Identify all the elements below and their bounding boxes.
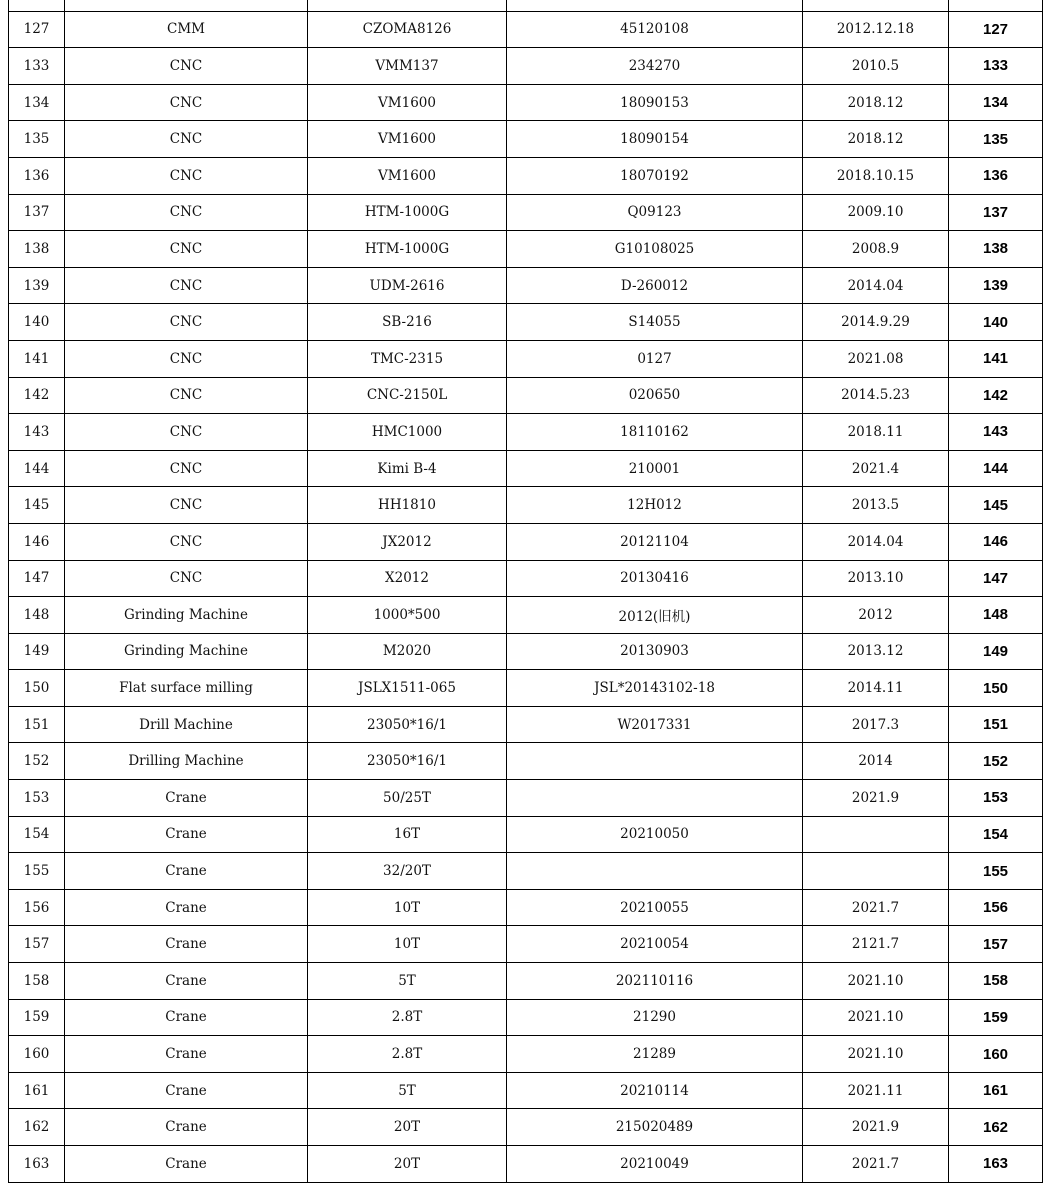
cell-model: 50/25T — [308, 780, 507, 817]
cell-number-bold: 158 — [949, 963, 1043, 1000]
cell-date: 2121.7 — [803, 926, 949, 963]
table-row — [9, 670, 1043, 707]
cell-number: 139 — [9, 267, 65, 304]
cell-date: 2021.11 — [803, 1072, 949, 1109]
equipment-sheet — [8, 0, 1042, 1183]
table-row — [9, 780, 1043, 817]
cell-serial-number — [507, 0, 803, 11]
table-row — [9, 267, 1043, 304]
cell-date: 2012 — [803, 597, 949, 634]
cell-number-bold: 150 — [949, 670, 1043, 707]
cell-date: 2017.3 — [803, 706, 949, 743]
table-row — [9, 853, 1043, 890]
cell-equipment-name: Drilling Machine — [65, 743, 308, 780]
cell-equipment-name: CNC — [65, 231, 308, 268]
cell-number: 149 — [9, 633, 65, 670]
cell-serial-number: W2017331 — [507, 706, 803, 743]
equipment-table — [8, 0, 1043, 1183]
cell-model: 20T — [308, 1109, 507, 1146]
cell-equipment-name: Crane — [65, 780, 308, 817]
cell-number-bold: 154 — [949, 816, 1043, 853]
cell-date — [803, 816, 949, 853]
cell-number: 150 — [9, 670, 65, 707]
cell-number: 146 — [9, 523, 65, 560]
cell-equipment-name: CNC — [65, 194, 308, 231]
cell-equipment-name: CNC — [65, 267, 308, 304]
cell-number: 163 — [9, 1146, 65, 1183]
table-row — [9, 121, 1043, 158]
cell-date — [803, 853, 949, 890]
cell-number: 142 — [9, 377, 65, 414]
cell-number: 144 — [9, 450, 65, 487]
cell-number-bold: 135 — [949, 121, 1043, 158]
cell-date: 2018.11 — [803, 414, 949, 451]
cell-date: 2018.12 — [803, 84, 949, 121]
cell-number: 159 — [9, 999, 65, 1036]
cell-serial-number: 18090153 — [507, 84, 803, 121]
cell-number-bold: 139 — [949, 267, 1043, 304]
cell-number-bold: 153 — [949, 780, 1043, 817]
cell-date: 2021.7 — [803, 1146, 949, 1183]
table-row — [9, 926, 1043, 963]
cell-equipment-name: Crane — [65, 816, 308, 853]
cell-equipment-name: CNC — [65, 48, 308, 85]
cell-number-bold: 157 — [949, 926, 1043, 963]
table-row — [9, 377, 1043, 414]
cell-model: Kimi B-4 — [308, 450, 507, 487]
cell-number: 157 — [9, 926, 65, 963]
cell-number: 145 — [9, 487, 65, 524]
cell-serial-number: 234270 — [507, 48, 803, 85]
cell-equipment-name: Crane — [65, 1109, 308, 1146]
table-row — [9, 597, 1043, 634]
cell-date: 2021.10 — [803, 1036, 949, 1073]
cell-number-bold: 142 — [949, 377, 1043, 414]
cell-model: VM1600 — [308, 121, 507, 158]
cell-number-bold: 138 — [949, 231, 1043, 268]
cell-model: JX2012 — [308, 523, 507, 560]
cell-date: 2013.5 — [803, 487, 949, 524]
cell-model: VM1600 — [308, 157, 507, 194]
cell-number: 151 — [9, 706, 65, 743]
cell-serial-number: Q09123 — [507, 194, 803, 231]
cell-serial-number: 20210054 — [507, 926, 803, 963]
cell-equipment-name: Flat surface milling — [65, 670, 308, 707]
cell-equipment-name: CNC — [65, 450, 308, 487]
cell-number-bold: 152 — [949, 743, 1043, 780]
cell-serial-number: 21290 — [507, 999, 803, 1036]
equipment-table-body — [9, 0, 1043, 1182]
cell-date: 2021.9 — [803, 780, 949, 817]
cell-serial-number: 20210049 — [507, 1146, 803, 1183]
cell-equipment-name: Crane — [65, 1072, 308, 1109]
cell-date: 2014.5.23 — [803, 377, 949, 414]
cell-number-bold: 160 — [949, 1036, 1043, 1073]
cell-number: 162 — [9, 1109, 65, 1146]
cell-date: 2013.12 — [803, 633, 949, 670]
cell-number: 133 — [9, 48, 65, 85]
cell-equipment-name: Crane — [65, 999, 308, 1036]
cell-date: 2014.11 — [803, 670, 949, 707]
cell-serial-number — [507, 853, 803, 890]
table-row — [9, 1036, 1043, 1073]
cell-model: 10T — [308, 889, 507, 926]
table-row — [9, 816, 1043, 853]
cell-date: 2018.10.15 — [803, 157, 949, 194]
table-row — [9, 304, 1043, 341]
table-row — [9, 48, 1043, 85]
cell-equipment-name: CNC — [65, 121, 308, 158]
cell-serial-number: 20130903 — [507, 633, 803, 670]
cell-number: 148 — [9, 597, 65, 634]
table-row — [9, 1146, 1043, 1183]
cell-serial-number: JSL*20143102-18 — [507, 670, 803, 707]
cell-equipment-name: Crane — [65, 963, 308, 1000]
cell-equipment-name: Crane — [65, 889, 308, 926]
cell-serial-number: 215020489 — [507, 1109, 803, 1146]
cell-serial-number: 0127 — [507, 340, 803, 377]
cell-date: 2021.9 — [803, 1109, 949, 1146]
cell-equipment-name — [65, 0, 308, 11]
cell-model: 2.8T — [308, 1036, 507, 1073]
cell-number-bold: 136 — [949, 157, 1043, 194]
cell-number: 141 — [9, 340, 65, 377]
cell-number-bold: 163 — [949, 1146, 1043, 1183]
cell-number: 135 — [9, 121, 65, 158]
cell-number: 153 — [9, 780, 65, 817]
cell-serial-number: 20210050 — [507, 816, 803, 853]
cell-number: 137 — [9, 194, 65, 231]
table-row — [9, 1109, 1043, 1146]
cell-equipment-name: Crane — [65, 853, 308, 890]
cell-serial-number: 18090154 — [507, 121, 803, 158]
cell-date: 2013.10 — [803, 560, 949, 597]
cell-equipment-name: CNC — [65, 340, 308, 377]
cell-model: HMC1000 — [308, 414, 507, 451]
table-row — [9, 523, 1043, 560]
cell-date: 2008.9 — [803, 231, 949, 268]
cell-model: HTM-1000G — [308, 231, 507, 268]
cell-equipment-name: CMM — [65, 11, 308, 48]
cell-equipment-name: CNC — [65, 304, 308, 341]
cell-number: 155 — [9, 853, 65, 890]
cell-model: 23050*16/1 — [308, 743, 507, 780]
cell-number-bold: 141 — [949, 340, 1043, 377]
table-row — [9, 889, 1043, 926]
cell-number-bold: 156 — [949, 889, 1043, 926]
cell-number-bold: 144 — [949, 450, 1043, 487]
cell-model: 20T — [308, 1146, 507, 1183]
cell-serial-number: 202110116 — [507, 963, 803, 1000]
cell-date: 2014.04 — [803, 267, 949, 304]
cell-model: 23050*16/1 — [308, 706, 507, 743]
cell-number-bold: 161 — [949, 1072, 1043, 1109]
cell-number: 152 — [9, 743, 65, 780]
cell-number-bold: 140 — [949, 304, 1043, 341]
cell-date: 2014.9.29 — [803, 304, 949, 341]
table-row — [9, 414, 1043, 451]
cell-serial-number — [507, 743, 803, 780]
cell-date: 2021.4 — [803, 450, 949, 487]
table-row — [9, 743, 1043, 780]
cell-serial-number: 45120108 — [507, 11, 803, 48]
cell-number-bold: 137 — [949, 194, 1043, 231]
table-row — [9, 450, 1043, 487]
cell-number: 161 — [9, 1072, 65, 1109]
cell-number: 140 — [9, 304, 65, 341]
table-row — [9, 231, 1043, 268]
cell-date: 2021.10 — [803, 999, 949, 1036]
cell-number-bold: 133 — [949, 48, 1043, 85]
table-row — [9, 0, 1043, 11]
cell-serial-number: S14055 — [507, 304, 803, 341]
cell-date: 2012.12.18 — [803, 11, 949, 48]
cell-number-bold: 149 — [949, 633, 1043, 670]
cell-date — [803, 0, 949, 11]
cell-number — [9, 0, 65, 11]
cell-serial-number: 12H012 — [507, 487, 803, 524]
cell-model: CZOMA8126 — [308, 11, 507, 48]
cell-serial-number: 020650 — [507, 377, 803, 414]
cell-model: TMC-2315 — [308, 340, 507, 377]
cell-equipment-name: CNC — [65, 560, 308, 597]
cell-serial-number: 18070192 — [507, 157, 803, 194]
cell-number: 134 — [9, 84, 65, 121]
cell-serial-number: 20121104 — [507, 523, 803, 560]
cell-equipment-name: CNC — [65, 157, 308, 194]
cell-model — [308, 0, 507, 11]
table-row — [9, 999, 1043, 1036]
cell-model: UDM-2616 — [308, 267, 507, 304]
cell-number: 127 — [9, 11, 65, 48]
table-row — [9, 84, 1043, 121]
cell-model: VM1600 — [308, 84, 507, 121]
cell-model: 16T — [308, 816, 507, 853]
cell-model: VMM137 — [308, 48, 507, 85]
cell-model: CNC-2150L — [308, 377, 507, 414]
table-row — [9, 560, 1043, 597]
cell-serial-number: 18110162 — [507, 414, 803, 451]
cell-number: 158 — [9, 963, 65, 1000]
cell-number-bold: 155 — [949, 853, 1043, 890]
cell-date: 2014.04 — [803, 523, 949, 560]
cell-model: 10T — [308, 926, 507, 963]
cell-serial-number: D-260012 — [507, 267, 803, 304]
cell-equipment-name: CNC — [65, 414, 308, 451]
cell-equipment-name: CNC — [65, 523, 308, 560]
cell-date: 2018.12 — [803, 121, 949, 158]
cell-number: 154 — [9, 816, 65, 853]
cell-equipment-name: Crane — [65, 1146, 308, 1183]
cell-equipment-name: Grinding Machine — [65, 597, 308, 634]
table-row — [9, 487, 1043, 524]
cell-model: HH1810 — [308, 487, 507, 524]
cell-serial-number: 210001 — [507, 450, 803, 487]
cell-model: 32/20T — [308, 853, 507, 890]
cell-serial-number: G10108025 — [507, 231, 803, 268]
cell-serial-number: 20130416 — [507, 560, 803, 597]
cell-number-bold: 127 — [949, 11, 1043, 48]
cell-number-bold: 151 — [949, 706, 1043, 743]
cell-number-bold: 146 — [949, 523, 1043, 560]
cell-number: 156 — [9, 889, 65, 926]
table-row — [9, 1072, 1043, 1109]
table-row — [9, 706, 1043, 743]
cell-equipment-name: Crane — [65, 1036, 308, 1073]
cell-equipment-name: Grinding Machine — [65, 633, 308, 670]
cell-number-bold — [949, 0, 1043, 11]
cell-serial-number — [507, 780, 803, 817]
cell-number: 143 — [9, 414, 65, 451]
table-row — [9, 340, 1043, 377]
cell-equipment-name: Crane — [65, 926, 308, 963]
cell-number-bold: 145 — [949, 487, 1043, 524]
cell-serial-number: 2012(旧机) — [507, 597, 803, 634]
cell-number-bold: 148 — [949, 597, 1043, 634]
table-row — [9, 963, 1043, 1000]
cell-serial-number: 20210055 — [507, 889, 803, 926]
cell-model: 1000*500 — [308, 597, 507, 634]
cell-model: JSLX1511-065 — [308, 670, 507, 707]
cell-number-bold: 134 — [949, 84, 1043, 121]
cell-number-bold: 162 — [949, 1109, 1043, 1146]
table-row — [9, 194, 1043, 231]
cell-model: X2012 — [308, 560, 507, 597]
cell-equipment-name: CNC — [65, 377, 308, 414]
cell-date: 2021.10 — [803, 963, 949, 1000]
cell-number: 160 — [9, 1036, 65, 1073]
table-row — [9, 633, 1043, 670]
cell-model: HTM-1000G — [308, 194, 507, 231]
cell-model: 5T — [308, 963, 507, 1000]
cell-number: 147 — [9, 560, 65, 597]
cell-date: 2021.08 — [803, 340, 949, 377]
cell-number-bold: 147 — [949, 560, 1043, 597]
cell-number-bold: 143 — [949, 414, 1043, 451]
cell-serial-number: 20210114 — [507, 1072, 803, 1109]
table-row — [9, 11, 1043, 48]
cell-date: 2010.5 — [803, 48, 949, 85]
cell-equipment-name: CNC — [65, 487, 308, 524]
cell-number-bold: 159 — [949, 999, 1043, 1036]
cell-model: SB-216 — [308, 304, 507, 341]
cell-date: 2009.10 — [803, 194, 949, 231]
cell-serial-number: 21289 — [507, 1036, 803, 1073]
cell-number: 136 — [9, 157, 65, 194]
cell-model: 5T — [308, 1072, 507, 1109]
cell-number: 138 — [9, 231, 65, 268]
cell-equipment-name: CNC — [65, 84, 308, 121]
cell-date: 2021.7 — [803, 889, 949, 926]
cell-date: 2014 — [803, 743, 949, 780]
cell-model: 2.8T — [308, 999, 507, 1036]
table-row — [9, 157, 1043, 194]
cell-model: M2020 — [308, 633, 507, 670]
cell-equipment-name: Drill Machine — [65, 706, 308, 743]
